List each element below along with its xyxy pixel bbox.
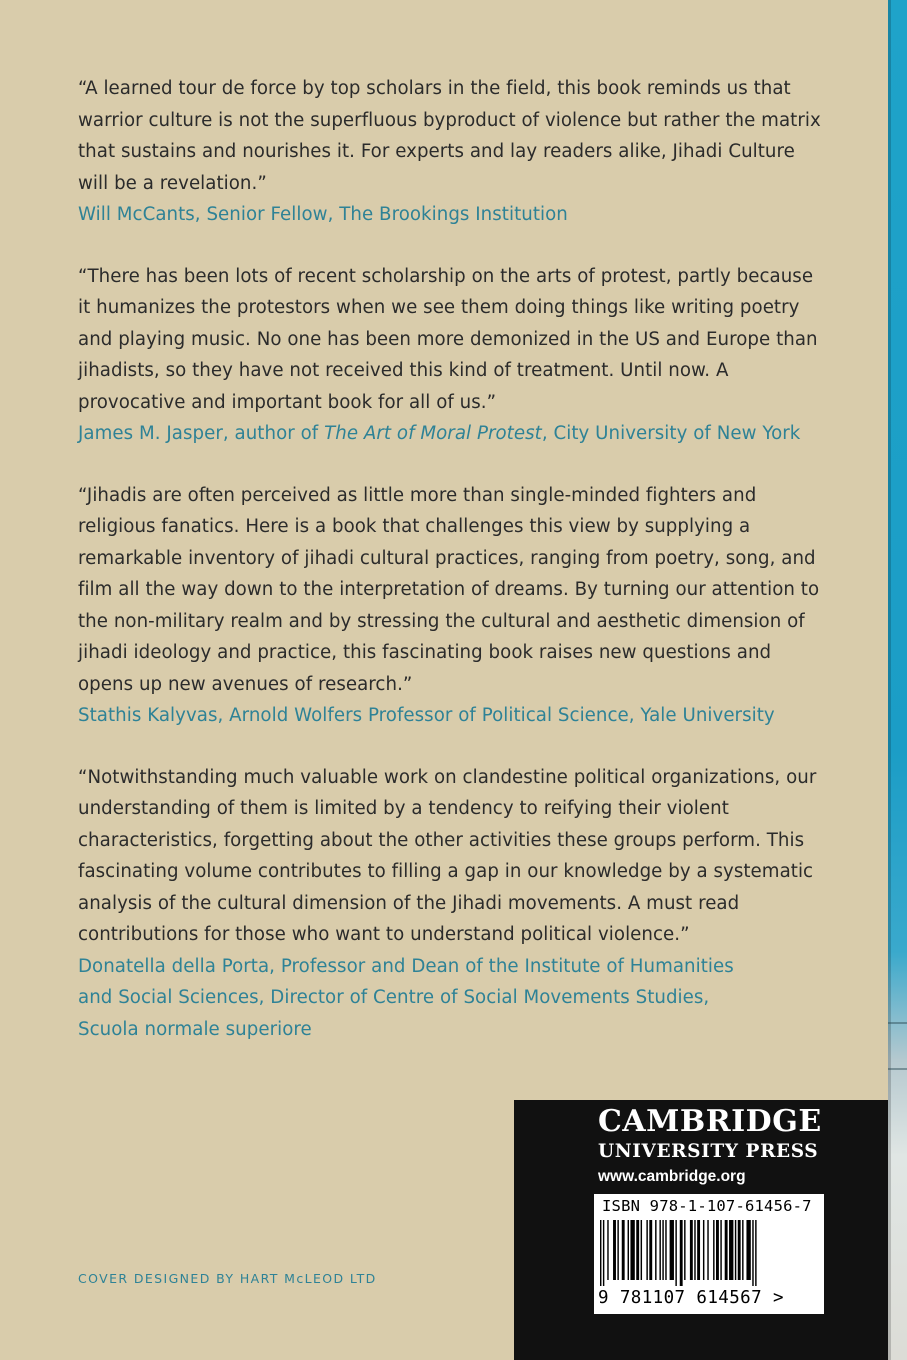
barcode-bar xyxy=(670,1220,674,1280)
barcode-bar xyxy=(684,1220,685,1280)
barcode-bar xyxy=(680,1220,683,1286)
barcode-bar xyxy=(720,1220,721,1280)
barcode-bars xyxy=(600,1220,818,1286)
barcode-bar xyxy=(735,1220,736,1280)
quote-attribution: Will McCants, Senior Fellow, The Brookings Institution xyxy=(78,204,568,225)
barcode-bar xyxy=(662,1220,663,1280)
attribution-prefix: James M. Jasper, author of xyxy=(78,423,325,444)
barcode-bar xyxy=(675,1220,676,1286)
barcode-bar xyxy=(746,1220,750,1280)
barcode-bar xyxy=(742,1220,743,1280)
cover-credit: COVER DESIGNED BY HART McLEOD LTD xyxy=(78,1271,377,1286)
endorsement-kalyvas xyxy=(78,480,828,732)
barcode-bar xyxy=(752,1220,753,1286)
publisher-subname: UNIVERSITY PRESS xyxy=(598,1141,819,1162)
barcode-bar xyxy=(607,1220,608,1280)
barcode-bar xyxy=(665,1220,666,1280)
barcode-bar xyxy=(713,1220,714,1280)
barcode-bar xyxy=(636,1220,639,1280)
barcode-bar xyxy=(641,1220,642,1280)
quote-attribution xyxy=(78,418,828,450)
barcode-bar xyxy=(603,1220,604,1286)
barcode-bar xyxy=(738,1220,741,1280)
publisher-name: CAMBRIDGE xyxy=(598,1104,822,1139)
barcode-bar xyxy=(697,1220,700,1280)
barcode-bar xyxy=(729,1220,733,1280)
quote-text: “A learned tour de force by top scholars in the field, this book reminds us that warrior culture is not the superfluous byproduct of violence but rather the matrix that sustains and nourishes it. For experts and lay readers alike, Jihadi Culture will be a revelation.” xyxy=(78,78,821,194)
quote-text: “Notwithstanding much valuable work on clandestine political organizations, our understanding of them is limited by a tendency to reifying their violent characteristics, forgetting about the other activities these groups perform. This fascinating volume contributes to filling a gap in our knowledge by a systematic analysis of the cultural dimension of the Jihadi movements. A must read contributions for those who want to understand political violence.” xyxy=(78,766,817,945)
publisher-box xyxy=(514,1100,888,1360)
quote-attribution-line: and Social Sciences, Director of Centre of Social Movements Studies, xyxy=(78,987,710,1008)
book-title: The Art of Moral Protest xyxy=(324,423,542,444)
spine-edge xyxy=(888,0,907,1360)
barcode-bar xyxy=(628,1220,629,1280)
barcode-bar xyxy=(755,1220,756,1286)
quote-text: “Jihadis are often perceived as little more than single-minded fighters and religious fanatics. Here is a book that challenges this view by supplying a remarkable inventory of jihadi cultural practices, ranging from poetry, song, and film all the way down to the interpretation of dreams. By turning our attention to the non-military realm and by stressing the cultural and aesthetic dimension of jihadi ideology and practice, this fascinating book raises new questions and opens up new avenues of research.” xyxy=(78,484,820,695)
barcode-panel xyxy=(594,1194,824,1314)
barcode-bar xyxy=(600,1220,601,1286)
barcode-bar xyxy=(659,1220,660,1280)
barcode-bar xyxy=(649,1220,652,1280)
barcode-bar xyxy=(703,1220,704,1280)
barcode-bar xyxy=(617,1220,618,1280)
isbn-label: ISBN 978-1-107-61456-7 xyxy=(602,1197,812,1215)
quote-text: “There has been lots of recent scholarship on the arts of protest, partly because it humanizes the protestors when we see them doing things like writing poetry and playing music. No one has been more demonized in the US and Europe than jihadists, so they have not received this kind of treatment. Until now. A provocative and important book for all of us.” xyxy=(78,265,818,413)
barcode-digits: 9 781107 614567 > xyxy=(598,1288,784,1308)
endorsement-della-porta xyxy=(78,762,828,1046)
barcode-bar xyxy=(694,1220,695,1280)
barcode-bar xyxy=(707,1220,708,1280)
quote-attribution-line: Donatella della Porta, Professor and Dean of the Institute of Humanities xyxy=(78,955,734,977)
quote-attribution-line: Scuola normale superiore xyxy=(78,1018,312,1040)
barcode-bar xyxy=(690,1220,693,1280)
barcode-bar xyxy=(716,1220,719,1280)
quote-attribution: Stathis Kalyvas, Arnold Wolfers Professor of Political Science, Yale University xyxy=(78,705,775,726)
barcode-bar xyxy=(646,1220,647,1280)
spine-line xyxy=(888,1068,907,1070)
barcode-bar xyxy=(725,1220,728,1280)
barcode-bar xyxy=(622,1220,625,1280)
endorsement-jasper xyxy=(78,261,828,450)
publisher-url[interactable]: www.cambridge.org xyxy=(598,1168,746,1185)
endorsements xyxy=(78,73,828,1075)
spine-line xyxy=(888,1022,907,1024)
endorsement-mccants xyxy=(78,73,828,231)
spine-shadow xyxy=(888,0,891,1360)
attribution-suffix: , City University of New York xyxy=(541,423,801,444)
barcode-bar xyxy=(613,1220,616,1280)
barcode-bar xyxy=(655,1220,656,1280)
barcode-bar xyxy=(630,1220,634,1280)
